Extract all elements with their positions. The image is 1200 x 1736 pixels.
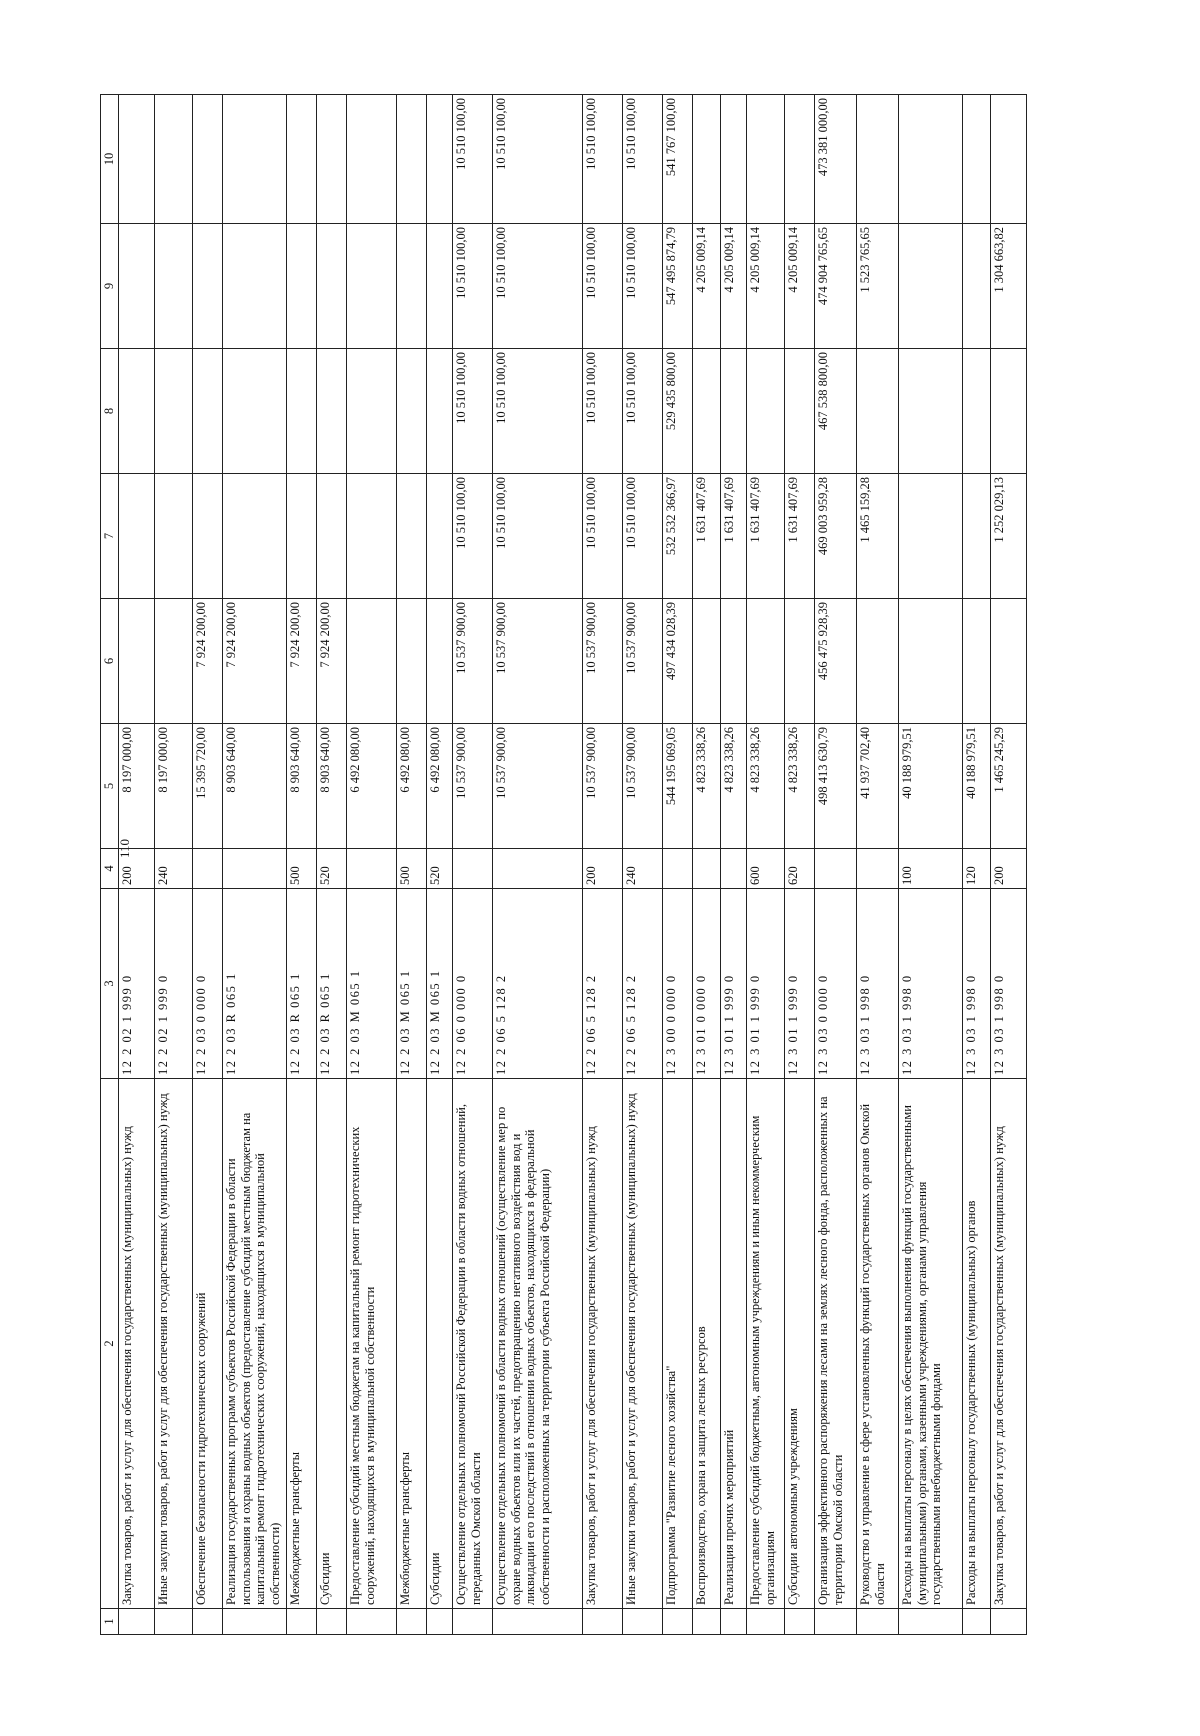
cell-code: 12 2 02 1 999 0: [118, 889, 154, 1079]
table-row: [346, 95, 396, 1635]
cell-c9: [426, 224, 452, 349]
row-index-cell: [692, 1609, 720, 1635]
cell-code: 12 2 03 R 065 1: [316, 889, 346, 1079]
cell-c7: [346, 474, 396, 599]
row-index-cell: [492, 1609, 582, 1635]
cell-c7: [426, 474, 452, 599]
cell-code: 12 3 03 1 998 0: [856, 889, 898, 1079]
cell-c9: 10 510 100,00: [622, 224, 662, 349]
cell-c9: 1 523 765,65: [856, 224, 898, 349]
cell-c10: 10 510 100,00: [622, 95, 662, 224]
cell-name: Межбюджетные трансферты: [286, 1079, 316, 1609]
cell-c6: [990, 599, 1026, 724]
cell-c8: [426, 349, 452, 474]
cell-c7: [396, 474, 426, 599]
cell-code: 12 2 06 5 128 2: [492, 889, 582, 1079]
cell-c8: [286, 349, 316, 474]
header-cell: 4: [101, 849, 119, 889]
cell-c6: 10 537 900,00: [452, 599, 492, 724]
cell-vr: 200: [990, 849, 1026, 889]
cell-c8: [990, 349, 1026, 474]
cell-c6: [426, 599, 452, 724]
cell-c6: 7 924 200,00: [316, 599, 346, 724]
cell-c10: [746, 95, 784, 224]
table-row: [316, 95, 346, 1635]
rotated-table-wrapper: [100, 95, 1100, 1635]
cell-code: 12 3 01 0 000 0: [692, 889, 720, 1079]
table-row: [286, 95, 316, 1635]
cell-c5: 41 937 702,40: [856, 724, 898, 849]
cell-code: 12 2 03 R 065 1: [222, 889, 286, 1079]
cell-vr: 240: [622, 849, 662, 889]
cell-vr: 620: [784, 849, 814, 889]
cell-c5: 6 492 080,00: [426, 724, 452, 849]
cell-c7: [898, 474, 962, 599]
cell-c5: 4 823 338,26: [746, 724, 784, 849]
cell-vr: [814, 849, 856, 889]
cell-code: 12 3 01 1 999 0: [720, 889, 746, 1079]
cell-c7: 1 631 407,69: [692, 474, 720, 599]
table-row: [962, 95, 990, 1635]
cell-c9: 4 205 009,14: [784, 224, 814, 349]
header-cell: 10: [101, 95, 119, 224]
cell-c6: [118, 599, 154, 724]
page-number: 110: [117, 838, 132, 858]
cell-c10: 10 510 100,00: [452, 95, 492, 224]
cell-c8: 10 510 100,00: [492, 349, 582, 474]
cell-c9: 4 205 009,14: [720, 224, 746, 349]
cell-c6: 10 537 900,00: [622, 599, 662, 724]
table-row: [720, 95, 746, 1635]
header-cell: 9: [101, 224, 119, 349]
cell-code: 12 3 00 0 000 0: [662, 889, 692, 1079]
cell-c9: [316, 224, 346, 349]
cell-c6: [692, 599, 720, 724]
cell-c8: [962, 349, 990, 474]
row-index-cell: [316, 1609, 346, 1635]
cell-c6: 7 924 200,00: [222, 599, 286, 724]
cell-name: Иные закупки товаров, работ и услуг для обеспечения государственных (муниципальных) нужд: [154, 1079, 192, 1609]
cell-c9: [154, 224, 192, 349]
cell-c5: 10 537 900,00: [492, 724, 582, 849]
cell-name: Закупка товаров, работ и услуг для обеспечения государственных (муниципальных) нужд: [118, 1079, 154, 1609]
cell-c8: [222, 349, 286, 474]
row-index-cell: [346, 1609, 396, 1635]
cell-c8: 10 510 100,00: [452, 349, 492, 474]
cell-c8: [192, 349, 222, 474]
cell-c9: 10 510 100,00: [492, 224, 582, 349]
cell-c7: 1 631 407,69: [784, 474, 814, 599]
row-index-cell: [622, 1609, 662, 1635]
cell-c9: 474 904 765,65: [814, 224, 856, 349]
cell-c7: 10 510 100,00: [492, 474, 582, 599]
table-row: [452, 95, 492, 1635]
header-cell: 7: [101, 474, 119, 599]
cell-c6: 10 537 900,00: [582, 599, 622, 724]
table-row: [118, 95, 154, 1635]
row-index-cell: [192, 1609, 222, 1635]
cell-vr: [856, 849, 898, 889]
cell-c7: 10 510 100,00: [582, 474, 622, 599]
cell-c10: [316, 95, 346, 224]
cell-code: 12 2 02 1 999 0: [154, 889, 192, 1079]
cell-vr: [662, 849, 692, 889]
cell-name: Субсидии: [316, 1079, 346, 1609]
header-cell: 8: [101, 349, 119, 474]
cell-name: Расходы на выплаты персоналу в целях обеспечения выполнения функций государственными (муниципальными) органами, казенными учреждениями, органами управления государственными внебюджетными фондами: [898, 1079, 962, 1609]
header-cell: 2: [101, 1079, 119, 1609]
row-index-cell: [784, 1609, 814, 1635]
cell-c6: [856, 599, 898, 724]
cell-c9: [346, 224, 396, 349]
cell-vr: 520: [426, 849, 452, 889]
row-index-cell: [222, 1609, 286, 1635]
cell-c8: [784, 349, 814, 474]
cell-c10: [396, 95, 426, 224]
cell-vr: 500: [286, 849, 316, 889]
cell-vr: [452, 849, 492, 889]
table-row: [582, 95, 622, 1635]
cell-c7: 469 003 959,28: [814, 474, 856, 599]
cell-c9: [962, 224, 990, 349]
cell-c6: 497 434 028,39: [662, 599, 692, 724]
cell-c7: 10 510 100,00: [622, 474, 662, 599]
cell-code: 12 2 03 M 065 1: [426, 889, 452, 1079]
cell-vr: 240: [154, 849, 192, 889]
cell-code: 12 3 01 1 999 0: [784, 889, 814, 1079]
cell-name: Осуществление отдельных полномочий в области водных отношений (осуществление мер по охране водных объектов или их частей, предотвращению негативного воздействия вод и ликвидации его последствий в отношении водных объектов, находящихся в федеральной собственности и расположенных на территории субъекта Российской Федерации): [492, 1079, 582, 1609]
cell-code: 12 3 03 1 998 0: [990, 889, 1026, 1079]
row-index-cell: [452, 1609, 492, 1635]
table-row: [396, 95, 426, 1635]
cell-c6: [154, 599, 192, 724]
cell-c7: 10 510 100,00: [452, 474, 492, 599]
cell-c9: [118, 224, 154, 349]
cell-c5: 498 413 630,79: [814, 724, 856, 849]
table-row: [746, 95, 784, 1635]
cell-c8: 10 510 100,00: [582, 349, 622, 474]
cell-name: Воспроизводство, охрана и защита лесных ресурсов: [692, 1079, 720, 1609]
cell-vr: 120: [962, 849, 990, 889]
header-cell: 6: [101, 599, 119, 724]
cell-c5: 8 903 640,00: [316, 724, 346, 849]
header-cell: 1: [101, 1609, 119, 1635]
cell-c10: [692, 95, 720, 224]
cell-code: 12 3 03 0 000 0: [814, 889, 856, 1079]
cell-c10: 541 767 100,00: [662, 95, 692, 224]
cell-code: 12 3 01 1 999 0: [746, 889, 784, 1079]
cell-name: Закупка товаров, работ и услуг для обеспечения государственных (муниципальных) нужд: [582, 1079, 622, 1609]
cell-vr: 520: [316, 849, 346, 889]
cell-c5: 40 188 979,51: [898, 724, 962, 849]
cell-c5: 8 197 000,00: [118, 724, 154, 849]
cell-c8: [396, 349, 426, 474]
cell-c7: [222, 474, 286, 599]
cell-c10: 10 510 100,00: [492, 95, 582, 224]
table-row: [990, 95, 1026, 1635]
cell-vr: 200: [582, 849, 622, 889]
row-index-cell: [118, 1609, 154, 1635]
cell-name: Расходы на выплаты персоналу государственных (муниципальных) органов: [962, 1079, 990, 1609]
cell-c9: 547 495 874,79: [662, 224, 692, 349]
cell-c5: 8 903 640,00: [222, 724, 286, 849]
cell-c10: [154, 95, 192, 224]
table-row: [662, 95, 692, 1635]
cell-name: Предоставление субсидий бюджетным, автономным учреждениям и иным некоммерческим организациям: [746, 1079, 784, 1609]
table-row: [692, 95, 720, 1635]
cell-name: Предоставление субсидий местным бюджетам на капитальный ремонт гидротехнических сооружений, находящихся в муниципальной собственности: [346, 1079, 396, 1609]
cell-code: 12 2 03 M 065 1: [346, 889, 396, 1079]
row-index-cell: [426, 1609, 452, 1635]
cell-c5: 10 537 900,00: [582, 724, 622, 849]
cell-c5: 4 823 338,26: [784, 724, 814, 849]
cell-c5: 10 537 900,00: [622, 724, 662, 849]
cell-c10: [192, 95, 222, 224]
row-index-cell: [154, 1609, 192, 1635]
cell-c10: [346, 95, 396, 224]
cell-c9: 1 304 663,82: [990, 224, 1026, 349]
cell-c5: 8 197 000,00: [154, 724, 192, 849]
cell-c9: 10 510 100,00: [452, 224, 492, 349]
cell-c5: 4 823 338,26: [720, 724, 746, 849]
cell-c9: [396, 224, 426, 349]
cell-c5: 40 188 979,51: [962, 724, 990, 849]
cell-code: 12 2 03 0 000 0: [192, 889, 222, 1079]
cell-c7: 532 532 366,97: [662, 474, 692, 599]
row-index-cell: [396, 1609, 426, 1635]
cell-c7: [286, 474, 316, 599]
cell-code: 12 2 03 R 065 1: [286, 889, 316, 1079]
row-index-cell: [990, 1609, 1026, 1635]
cell-code: 12 2 06 0 000 0: [452, 889, 492, 1079]
cell-c5: 8 903 640,00: [286, 724, 316, 849]
cell-c7: [192, 474, 222, 599]
cell-c8: [856, 349, 898, 474]
cell-c9: 10 510 100,00: [582, 224, 622, 349]
cell-c6: 7 924 200,00: [286, 599, 316, 724]
cell-code: 12 2 06 5 128 2: [622, 889, 662, 1079]
cell-c8: [346, 349, 396, 474]
cell-c9: 4 205 009,14: [746, 224, 784, 349]
cell-vr: [492, 849, 582, 889]
cell-c10: [990, 95, 1026, 224]
cell-c7: 1 252 029,13: [990, 474, 1026, 599]
table-row: [784, 95, 814, 1635]
cell-c10: [856, 95, 898, 224]
cell-c10: [222, 95, 286, 224]
header-row: [101, 95, 119, 1635]
cell-c6: 7 924 200,00: [192, 599, 222, 724]
cell-code: 12 2 06 5 128 2: [582, 889, 622, 1079]
cell-c10: [898, 95, 962, 224]
cell-c9: [898, 224, 962, 349]
cell-vr: [346, 849, 396, 889]
cell-c5: 544 195 069,05: [662, 724, 692, 849]
cell-name: Реализация прочих мероприятий: [720, 1079, 746, 1609]
header-cell: 3: [101, 889, 119, 1079]
cell-c8: [118, 349, 154, 474]
cell-name: Иные закупки товаров, работ и услуг для обеспечения государственных (муниципальных) нужд: [622, 1079, 662, 1609]
cell-vr: [692, 849, 720, 889]
cell-vr: [222, 849, 286, 889]
cell-c10: 10 510 100,00: [582, 95, 622, 224]
cell-c6: [898, 599, 962, 724]
cell-c5: 6 492 080,00: [396, 724, 426, 849]
cell-code: 12 2 03 M 065 1: [396, 889, 426, 1079]
cell-c5: 15 395 720,00: [192, 724, 222, 849]
cell-name: Субсидии автономным учреждениям: [784, 1079, 814, 1609]
cell-vr: 100: [898, 849, 962, 889]
row-index-cell: [582, 1609, 622, 1635]
table-row: [426, 95, 452, 1635]
cell-c8: [316, 349, 346, 474]
cell-c10: [286, 95, 316, 224]
cell-name: Субсидии: [426, 1079, 452, 1609]
table-row: [154, 95, 192, 1635]
cell-c5: 1 465 245,29: [990, 724, 1026, 849]
cell-c9: [286, 224, 316, 349]
cell-name: Обеспечение безопасности гидротехнических сооружений: [192, 1079, 222, 1609]
cell-c7: 1 631 407,69: [720, 474, 746, 599]
cell-c7: 1 465 159,28: [856, 474, 898, 599]
cell-c8: 467 538 800,00: [814, 349, 856, 474]
row-index-cell: [662, 1609, 692, 1635]
cell-name: Закупка товаров, работ и услуг для обеспечения государственных (муниципальных) нужд: [990, 1079, 1026, 1609]
cell-c7: 1 631 407,69: [746, 474, 784, 599]
row-index-cell: [898, 1609, 962, 1635]
cell-code: 12 3 03 1 998 0: [898, 889, 962, 1079]
row-index-cell: [814, 1609, 856, 1635]
table-row: [192, 95, 222, 1635]
cell-name: Организация эффективного распоряжения лесами на землях лесного фонда, расположенных на территории Омской области: [814, 1079, 856, 1609]
cell-c5: 4 823 338,26: [692, 724, 720, 849]
cell-vr: 200: [118, 849, 154, 889]
table-row: [814, 95, 856, 1635]
cell-name: Подпрограмма "Развитие лесного хозяйства": [662, 1079, 692, 1609]
cell-vr: 500: [396, 849, 426, 889]
cell-name: Реализация государственных программ субъектов Российской Федерации в области использования и охраны водных объектов (предоставление субсидий местным бюджетам на капитальный ремонт гидротехнических сооружений, находящихся в муниципальной собственности): [222, 1079, 286, 1609]
cell-c7: [118, 474, 154, 599]
row-index-cell: [962, 1609, 990, 1635]
cell-c9: [222, 224, 286, 349]
cell-c9: 4 205 009,14: [692, 224, 720, 349]
cell-c10: [720, 95, 746, 224]
cell-c8: [154, 349, 192, 474]
cell-c10: [118, 95, 154, 224]
row-index-cell: [286, 1609, 316, 1635]
header-cell: 5: [101, 724, 119, 849]
row-index-cell: [720, 1609, 746, 1635]
table-row: [222, 95, 286, 1635]
cell-c10: 473 381 000,00: [814, 95, 856, 224]
cell-c10: [962, 95, 990, 224]
cell-c7: [962, 474, 990, 599]
cell-c10: [426, 95, 452, 224]
table-row: [492, 95, 582, 1635]
cell-c6: [746, 599, 784, 724]
cell-vr: [192, 849, 222, 889]
cell-c6: [396, 599, 426, 724]
cell-c8: 10 510 100,00: [622, 349, 662, 474]
cell-c6: 456 475 928,39: [814, 599, 856, 724]
cell-name: Руководство и управление в сфере установленных функций государственных органов Омской области: [856, 1079, 898, 1609]
cell-code: 12 3 03 1 998 0: [962, 889, 990, 1079]
cell-name: Осуществление отдельных полномочий Российской Федерации в области водных отношений, переданных Омской области: [452, 1079, 492, 1609]
cell-vr: 600: [746, 849, 784, 889]
cell-c6: [962, 599, 990, 724]
cell-c8: [692, 349, 720, 474]
cell-c8: [720, 349, 746, 474]
cell-c7: [316, 474, 346, 599]
cell-c6: [720, 599, 746, 724]
cell-c8: [746, 349, 784, 474]
budget-table: [100, 94, 1027, 1635]
cell-vr: [720, 849, 746, 889]
cell-c6: [784, 599, 814, 724]
table-row: [898, 95, 962, 1635]
cell-name: Межбюджетные трансферты: [396, 1079, 426, 1609]
cell-c5: 6 492 080,00: [346, 724, 396, 849]
cell-c7: [154, 474, 192, 599]
cell-c6: [346, 599, 396, 724]
cell-c5: 10 537 900,00: [452, 724, 492, 849]
cell-c10: [784, 95, 814, 224]
cell-c9: [192, 224, 222, 349]
cell-c6: 10 537 900,00: [492, 599, 582, 724]
table-row: [856, 95, 898, 1635]
cell-c8: [898, 349, 962, 474]
cell-c8: 529 435 800,00: [662, 349, 692, 474]
table-row: [622, 95, 662, 1635]
row-index-cell: [856, 1609, 898, 1635]
row-index-cell: [746, 1609, 784, 1635]
